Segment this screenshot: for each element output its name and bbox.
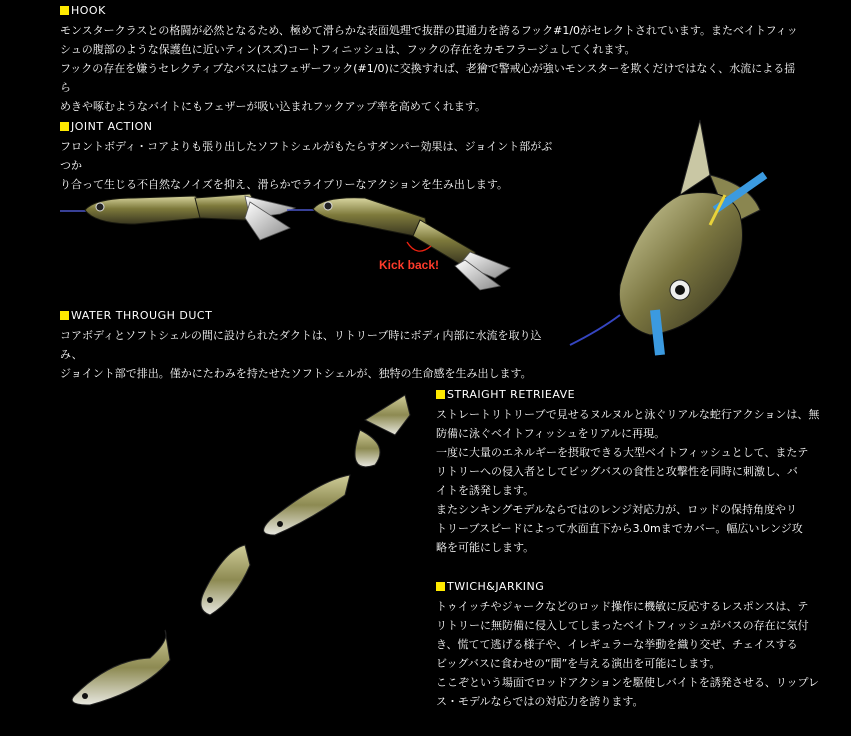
hook-closeup-illustration — [560, 115, 780, 365]
straight-section — [436, 388, 836, 557]
lure-pose-4 — [72, 630, 170, 705]
yellow-square-icon — [60, 6, 69, 15]
duct-text — [60, 326, 560, 383]
straight-line: イトを誘発します。 — [436, 484, 535, 497]
swimming-sequence-illustration — [60, 390, 420, 720]
twitch-line: ビッグバスに食わせの“間”を与える演出を可能にします。 — [436, 657, 721, 670]
hook-line: モンスタークラスとの格闘が必然となるため、極めて滑らかな表面処理で抜群の貫通力を誇るフック#1/0がセレクトされています。またベイトフィッ — [60, 24, 798, 37]
twitch-section — [436, 580, 836, 711]
yellow-square-icon — [60, 311, 69, 320]
twitch-line: リトリーに無防備に侵入してしまったベイトフィッシュがバスの存在に気付 — [436, 619, 809, 632]
hook-heading — [60, 4, 800, 17]
lure-pose-2 — [264, 475, 350, 535]
joint-line: フロントボディ・コアよりも張り出したソフトシェルがもたらすダンパー効果は、ジョイント部がぶつか — [60, 140, 553, 172]
joint-action-lure-illustration — [55, 180, 525, 295]
twitch-line: ス・モデルならではの対応力を誇ります。 — [436, 695, 644, 708]
hook-title: HOOK — [71, 4, 106, 17]
twitch-heading — [436, 580, 836, 593]
twitch-title: TWICH&JARKING — [447, 580, 545, 593]
yellow-square-icon — [436, 582, 445, 591]
duct-line: ジョイント部で排出。僅かにたわみを持たせたソフトシェルが、独特の生命感を生み出します。 — [60, 367, 532, 380]
twitch-text — [436, 597, 836, 711]
twitch-line: き、慌てて逃げる様子や、イレギュラーな挙動を織り交ぜ、チェイスする — [436, 638, 798, 651]
lure-pose-1 — [355, 395, 410, 467]
hook-line: シュの腹部のような保護色に近いティン(スズ)コートフィニッシュは、フックの存在をカモフラージュしてくれます。 — [60, 43, 636, 56]
straight-line: 防備に泳ぐベイトフィッシュをリアルに再現。 — [436, 427, 666, 440]
joint-heading — [60, 120, 560, 133]
yellow-square-icon — [60, 122, 69, 131]
duct-line: コアボディとソフトシェルの間に設けられたダクトは、リトリーブ時にボディ内部に水流を取り込み、 — [60, 329, 542, 361]
hook-line: めきや啄むようなバイトにもフェザーが吸い込まれフックアップ率を高めてくれます。 — [60, 100, 487, 113]
straight-heading — [436, 388, 836, 401]
yellow-square-icon — [436, 390, 445, 399]
straight-line: トリーブスピードによって水面直下から3.0mまでカバー。幅広いレンジ攻 — [436, 522, 803, 535]
twitch-line: トゥイッチやジャークなどのロッド操作に機敏に反応するレスポンスは、テ — [436, 600, 809, 613]
straight-line: ストレートリトリーブで見せるヌルヌルと泳ぐリアルな蛇行アクションは、無 — [436, 408, 820, 421]
duct-title: WATER THROUGH DUCT — [71, 309, 213, 322]
straight-line: リトリーへの侵入者としてビッグバスの食性と攻撃性を同時に刺激し、バ — [436, 465, 798, 478]
duct-heading — [60, 309, 560, 322]
straight-line: 一度に大量のエネルギーを摂取できる大型ベイトフィッシュとして、またテ — [436, 446, 809, 459]
kick-back-label: Kick back! — [379, 258, 440, 272]
straight-title: STRAIGHT RETRIEAVE — [447, 388, 576, 401]
straight-line: またシンキングモデルならではのレンジ対応力が、ロッドの保持角度やリ — [436, 503, 797, 516]
duct-section — [60, 309, 560, 383]
joint-title: JOINT ACTION — [71, 120, 153, 133]
lure-straight — [60, 194, 295, 240]
hook-text — [60, 21, 800, 116]
joint-line: り合って生じる不自然なノイズを抑え、滑らかでライブリーなアクションを生み出します。 — [60, 178, 509, 191]
straight-line: 略を可能にします。 — [436, 541, 535, 554]
twitch-line: ここぞという場面でロッドアクションを駆使しバイトを誘発させる、リップレ — [436, 676, 820, 689]
hook-line: フックの存在を嫌うセレクティブなバスにはフェザーフック(#1/0)に交換すれば、老獪で警戒心が強いモンスターを欺くだけではなく、水流による揺ら — [60, 62, 796, 94]
lure-kickback — [287, 198, 510, 290]
straight-text — [436, 405, 836, 557]
hook-section — [60, 4, 800, 116]
lure-pose-3 — [201, 545, 250, 615]
